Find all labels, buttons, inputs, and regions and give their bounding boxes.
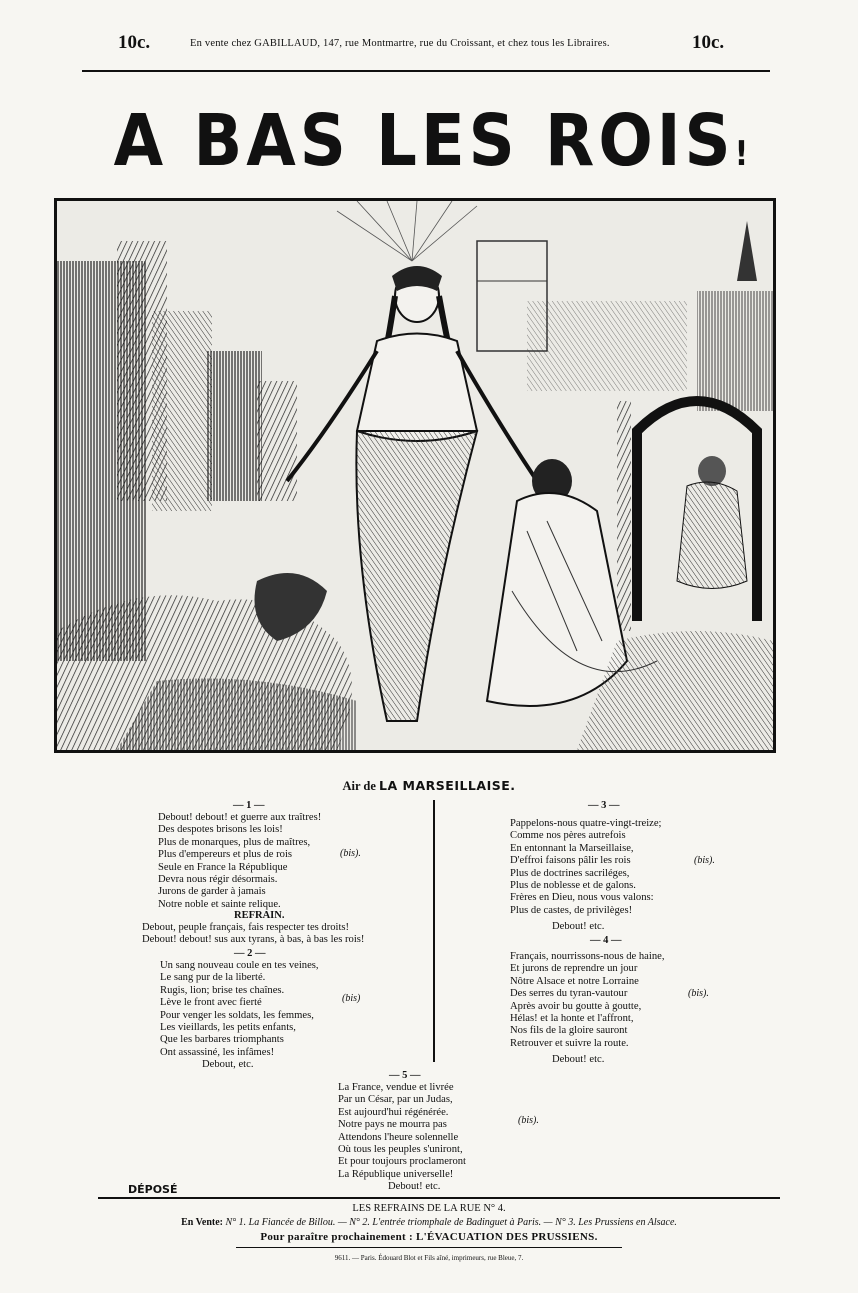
verse-line: Des serres du tyran-vautour <box>510 988 628 1000</box>
verse-line: Retrouver et suivre la route. <box>510 1037 629 1049</box>
verse-line: Comme nos pères autrefois <box>510 830 626 842</box>
verse-end: Debout, etc. <box>202 1059 254 1071</box>
en-vente-label: En Vente: <box>181 1217 224 1228</box>
en-vente-items: N° 1. La Fiancée de Billou. — N° 2. L'entrée triomphale de Badinguet à Paris. — N° 3. Les Prussiens en Alsace. <box>225 1217 677 1228</box>
verse-line: Et jurons de reprendre un jour <box>510 963 638 975</box>
title-exclamation: ! <box>734 134 749 174</box>
verse-line: Plus de noblesse et de galons. <box>510 880 636 892</box>
depose-stamp: DÉPOSÉ <box>128 1183 178 1196</box>
verse-line: Et pour toujours proclameront <box>338 1156 466 1168</box>
air-tune: LA MARSEILLAISE. <box>379 778 516 793</box>
verse-line: Jurons de garder à jamais <box>158 886 266 898</box>
verse-4 <box>510 951 664 1067</box>
header-rule <box>82 70 770 72</box>
verse-line: Plus de castes, de privilèges! <box>510 904 633 916</box>
verse-line: Lève le front avec fierté <box>160 997 262 1009</box>
column-divider <box>433 800 435 1062</box>
verse-2-number: — 2 — <box>234 948 266 959</box>
refrain-line: Debout! debout! sus aux tyrans, à bas, à bas les rois! <box>142 934 365 946</box>
verse-line: Ont assassiné, les infâmes! <box>160 1046 275 1058</box>
price-right: 10c. <box>692 32 725 53</box>
verse-line: Plus de doctrines sacriléges, <box>510 867 630 879</box>
verse-line: Frères en Dieu, nous vous valons: <box>510 892 654 904</box>
verse-line: La République universelle! <box>338 1168 454 1180</box>
illustration-frame <box>54 198 776 753</box>
verse-4-number: — 4 — <box>590 935 622 946</box>
verse-line: D'effroi faisons pâlir les rois <box>510 855 631 867</box>
verse-line: Attendons l'heure solennelle <box>338 1131 459 1143</box>
page-title <box>96 100 766 183</box>
verse-line: Hélas! et la honte et l'affront, <box>510 1013 634 1025</box>
verse-line: Un sang nouveau coule en tes veines, <box>160 960 319 971</box>
printer-line: 9611. — Paris. Édouard Blot et Fils aîné, imprimeurs, rue Bleue, 7. <box>334 1254 524 1262</box>
refrain-label: REFRAIN. <box>234 910 285 921</box>
refrain-line: Debout, peuple français, fais respecter tes droits! <box>142 922 350 933</box>
verse-1 <box>158 812 321 911</box>
verse-line: Plus d'empereurs et plus de rois <box>158 849 293 861</box>
verse-3 <box>510 818 662 934</box>
verse-3-bis: (bis). <box>694 855 715 866</box>
verse-5-number: — 5 — <box>389 1070 421 1081</box>
verse-2 <box>160 960 319 1072</box>
verse-line: Où tous les peuples s'uniront, <box>338 1144 463 1156</box>
verse-line: Pour venger les soldats, les femmes, <box>160 1009 314 1021</box>
verse-end: Debout! etc. <box>552 921 605 933</box>
verse-end: Debout! etc. <box>388 1181 441 1193</box>
verse-2-bis: (bis) <box>342 993 361 1004</box>
verse-line: Plus de monarques, plus de maîtres, <box>158 836 311 848</box>
verse-line: Debout! debout! et guerre aux traîtres! <box>158 812 322 823</box>
footer-rule <box>98 1197 780 1199</box>
verse-line: Par un César, par un Judas, <box>338 1094 453 1106</box>
verse-line: Notre noble et sainte relique. <box>158 898 281 910</box>
lithograph-illustration-icon <box>57 201 773 750</box>
verse-1-number: — 1 — <box>233 800 265 811</box>
verse-line: Des despotes brisons les lois! <box>158 824 283 836</box>
verse-line: Que les barbares triomphants <box>160 1034 284 1046</box>
air-prefix: Air de <box>342 779 376 793</box>
verse-end: Debout! etc. <box>552 1054 605 1066</box>
sale-line: En vente chez GABILLAUD, 147, rue Montmartre, rue du Croissant, et chez tous les Libraires. <box>190 38 610 49</box>
air-line <box>0 778 858 794</box>
verse-1-bis: (bis). <box>340 848 361 859</box>
verse-line: Devra nous régir désormais. <box>158 874 278 886</box>
verse-line: Rugis, lion; brise tes chaînes. <box>160 984 285 996</box>
verse-line: Nôtre Alsace et notre Lorraine <box>510 975 639 987</box>
printer-rule <box>236 1247 622 1248</box>
verse-line: Français, nourrissons-nous de haine, <box>510 951 665 962</box>
verse-line: Pappelons-nous quatre-vingt-treize; <box>510 818 662 829</box>
refrain <box>142 922 364 947</box>
verse-line: Après avoir bu goutte à goutte, <box>510 1000 642 1012</box>
title-text: A BAS LES ROIS <box>113 100 735 183</box>
verse-line: Notre pays ne mourra pas <box>338 1119 447 1131</box>
price-left: 10c. <box>118 32 151 53</box>
verse-line: Est aujourd'hui régénérée. <box>338 1106 449 1118</box>
verse-line: Nos fils de la gloire sauront <box>510 1025 628 1037</box>
verse-3-number: — 3 — <box>588 800 620 811</box>
verse-line: Seule en France la République <box>158 861 288 873</box>
verse-line: Les vieillards, les petits enfants, <box>160 1022 296 1034</box>
verse-5-bis: (bis). <box>518 1115 539 1126</box>
next-issue: Pour paraître prochainement : L'ÉVACUATION DES PRUSSIENS. <box>260 1231 598 1243</box>
verse-line: La France, vendue et livrée <box>338 1082 454 1093</box>
series-title: LES REFRAINS DE LA RUE N° 4. <box>352 1203 506 1214</box>
verse-line: En entonnant la Marseillaise, <box>510 842 634 854</box>
verse-5 <box>338 1082 466 1194</box>
en-vente-line <box>0 1217 858 1228</box>
verse-4-bis: (bis). <box>688 988 709 999</box>
verse-line: Le sang pur de la liberté. <box>160 972 266 984</box>
